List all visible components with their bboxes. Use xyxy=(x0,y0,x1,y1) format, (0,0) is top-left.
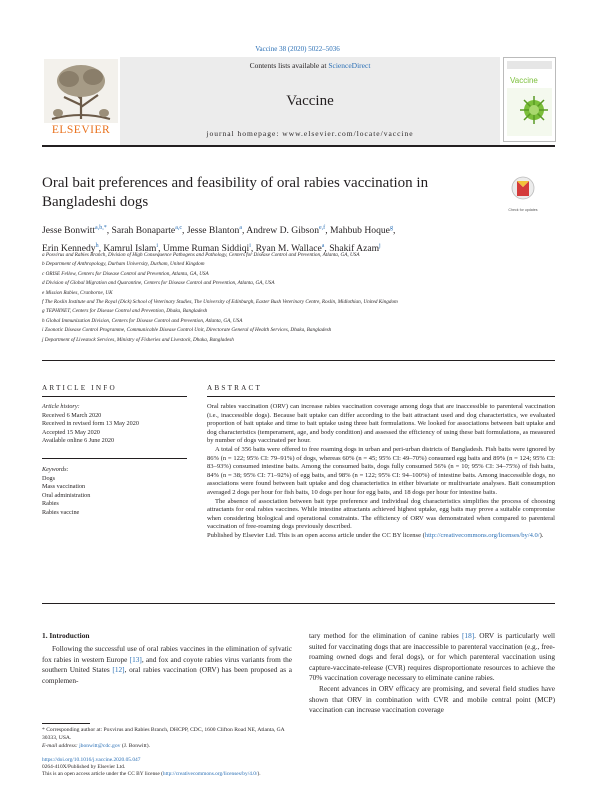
author[interactable]: Sarah Bonaparte$^{a,c}$ xyxy=(111,225,183,237)
author[interactable]: Ryan M. Wallace$^a$ xyxy=(255,242,325,254)
abstract-paragraph: The absence of association between bait type preference and individual dog characteristics simplifies the process of choosing attractants for oral rabies vaccines. While intestine attractants achieved highest uptake, egg baits may prove a suitable compromise when considering biological and operational constraints. The efficiency of ORV was demonstrated when compared to parenteral vaccination of free-roaming dogs previously described. xyxy=(207,497,555,531)
license-statement: Published by Elsevier Ltd. This is an open access article under the CC BY license (http://creativecommons.org/licenses/by/4.0/). xyxy=(207,531,544,539)
author-list: Jesse Bonwitt$^{a,b,*}$, Sarah Bonaparte$^{a,c}$, Jesse Blanton$^a$, Andrew D. Gibson$^{e,f}$, Mahbub Hoque$^g$, Erin Kennedy$^h$, Kamrul Islam$^i$, Umme Ruman Siddiqi$^i$, Ryan M. Wallace$^a$, Shakif Azam$^j$ xyxy=(42,225,396,254)
author[interactable]: Mahbub Hoque$^g$ xyxy=(329,225,393,237)
reference-link[interactable]: [13] xyxy=(129,654,142,664)
email-link[interactable]: jbonwitt@cdc.gov xyxy=(79,743,121,749)
history-entry: Available online 6 June 2020 xyxy=(42,437,115,445)
header-rule xyxy=(42,145,555,147)
article-history xyxy=(42,403,187,446)
cover-title: Vaccine xyxy=(510,76,538,85)
keyword: Dogs xyxy=(42,474,56,482)
section-heading: 1. Introduction xyxy=(42,631,90,640)
reference-link[interactable]: [18] xyxy=(461,631,475,640)
history-entry: Received in revised form 13 May 2020 xyxy=(42,420,139,428)
elsevier-tree-logo xyxy=(44,59,118,123)
open-access-link[interactable]: http://creativecommons.org/licenses/by/4.0/ xyxy=(162,771,258,778)
body-paragraph: tary method for the elimination of canine rabies [18]. ORV is particularly well suited for vaccinating dogs that are inaccessible to parenteral vaccination (e.g., free-roaming owned dogs and feral dogs), or for which parenteral vaccination using capture-vaccinate-release (CVR) requires disproportionate resources to achieve the 70% vaccination coverage necessary to eliminate canine rabies. xyxy=(309,631,556,683)
corresponding-author-footnote xyxy=(42,726,292,750)
contents-line xyxy=(120,61,500,70)
section-divider xyxy=(42,360,555,361)
abstract-heading: ABSTRACT xyxy=(207,384,263,392)
author[interactable]: Andrew D. Gibson$^{e,f}$ xyxy=(246,225,326,237)
footnote-rule xyxy=(42,723,90,724)
keywords xyxy=(42,466,187,518)
affiliation: g TEPHINET, Centers for Disease Control and Prevention, Dhaka, Bangladesh xyxy=(42,308,208,315)
affiliation: i Zoonotic Disease Control Programme, Communicable Disease Control Unit, Directorate General of Health Services, Dhaka, Bangladesh xyxy=(42,327,332,334)
history-label: Article history: xyxy=(42,403,80,410)
sciencedirect-link[interactable]: ScienceDirect xyxy=(328,61,371,70)
affiliation: b Department of Anthropology, Durham University, Durham, United Kingdom xyxy=(42,261,205,268)
author[interactable]: Jesse Blanton$^a$ xyxy=(186,225,242,237)
affiliation: h Global Immunization Division, Centers for Disease Control and Prevention, Atlanta, GA, USA xyxy=(42,317,243,324)
keywords-label: Keywords: xyxy=(42,466,69,473)
abstract-body xyxy=(207,403,555,541)
affiliation: c ORISE Fellow, Centers for Disease Control and Prevention, Atlanta, GA, USA xyxy=(42,270,209,277)
email-line: E-mail address: jbonwitt@cdc.gov (J. Bonwitt). xyxy=(42,743,150,749)
body-column-left xyxy=(42,644,292,686)
keyword: Rabies vaccine xyxy=(42,508,80,516)
journal-citation[interactable]: Vaccine 38 (2020) 5022–5036 xyxy=(255,45,340,53)
history-entry: Received 6 March 2020 xyxy=(42,411,102,419)
author[interactable]: Erin Kennedy$^h$ xyxy=(42,242,99,254)
author[interactable]: Shakif Azam$^j$ xyxy=(329,242,381,254)
affiliation: e Mission Rabies, Cranborne, UK xyxy=(42,289,113,296)
doi-link[interactable]: https://doi.org/10.1016/j.vaccine.2020.05.047 xyxy=(42,757,141,763)
check-for-updates-label: Check for updates xyxy=(508,208,538,212)
elsevier-wordmark: ELSEVIER xyxy=(51,124,111,136)
journal-cover-thumbnail xyxy=(503,57,556,142)
body-paragraph: Recent advances in ORV efficacy are promising, and several field studies have shown that ORV in combination with CVR and mobile central point (MCP) vaccination can increase vaccination coverage xyxy=(309,683,555,715)
open-access-line: This is an open access article under the CC BY license (http://creativecommons.org/licenses/by/4.0/). xyxy=(42,771,261,778)
contents-prefix: Contents lists available at xyxy=(249,61,329,70)
article-info-heading: ARTICLE INFO xyxy=(42,384,117,392)
abstract-paragraph: Oral rabies vaccination (ORV) can increase rabies vaccination coverage among dogs that are inaccessible to parenteral vaccination (i.e., inaccessible dogs). Because bait uptake can differ according to the bait attractant used and dog characteristics, we evaluated proportion of bait uptake and time to bait uptake using three bait formulations. We looked for associations between bait uptake and dog characteristics (temperament, age, and body condition) and assessed the efficiency of using these bait formulations, as measured by number of dogs vaccinated per hour. xyxy=(207,403,555,445)
reference-link[interactable]: [12] xyxy=(112,665,125,675)
keyword: Mass vaccination xyxy=(42,483,86,491)
body-paragraph: Following the successful use of oral rabies vaccines in the elimination of sylvatic fox rabies in western Europe [13], and fox and coyote rabies virus variants from the southern United States [12], oral rabies vaccination (ORV) has been proposed as a complemen- xyxy=(42,644,292,685)
keyword: Oral administration xyxy=(42,491,91,499)
affiliation: d Division of Global Migration and Quarantine, Centers for Disease Control and Prevention, Atlanta, GA, USA xyxy=(42,280,275,287)
abstract-end-rule xyxy=(42,603,555,604)
history-entry: Accepted 15 May 2020 xyxy=(42,428,100,436)
license-link[interactable]: http://creativecommons.org/licenses/by/4.0/ xyxy=(424,531,540,539)
journal-name: Vaccine xyxy=(286,93,334,109)
affiliation-list xyxy=(42,251,557,345)
check-for-updates-badge[interactable] xyxy=(508,175,538,212)
author[interactable]: Umme Ruman Siddiqi$^i$ xyxy=(162,242,251,254)
crossmark-icon xyxy=(508,175,538,203)
affiliation: j Department of Livestock Services, Ministry of Fisheries and Livestock, Dhaka, Bangladesh xyxy=(42,336,234,343)
keyword: Rabies xyxy=(42,500,59,508)
abstract-paragraph: A total of 356 baits were offered to free roaming dogs in urban and peri-urban districts of Bangladesh. Fish baits were ignored by 86% (n = 122; 95% CI: 79–91%) of dogs, whereas 60% (n = 45; 95% CI: 49–70%) consumed egg baits and 89% (n = 124; 95% CI: 83–93%) consumed intestine baits. Among the consumed baits, dogs fully consumed 56% (n = 10; 95% CI: 34–75%) of fish baits, 84% (n = 38; 95% CI: 71–92%) of egg baits, and 98% (n = 122; 95% CI: 94–100%) of intestine baits. Among inaccessible dogs, no associations were found between bait uptake and dog characteristics in either bivariate or multivariate analyses. Bait consumption averaged 2 dogs per hour for fish baits, 10 dogs per hour for egg baits, and 18 dogs per hour for intestine baits. xyxy=(207,445,555,496)
author[interactable]: Kamrul Islam$^i$ xyxy=(103,242,159,254)
article-title: Oral bait preferences and feasibility of oral rabies vaccination in Bangladeshi dogs xyxy=(42,175,429,210)
publication-info xyxy=(42,757,442,779)
affiliation: a Poxvirus and Rabies Branch, Division of High Consequence Pathogens and Pathology, Centers for Disease Control and Prevention, Atlanta, GA, USA xyxy=(42,252,360,258)
issn-line: 0264-410X/Published by Elsevier Ltd. xyxy=(42,764,126,771)
corresponding-address: * Corresponding author at: Poxvirus and Rabies Branch, DHCPP, CDC, 1600 Clifton Road NE, Atlanta, GA 30333, USA. xyxy=(42,727,285,741)
affiliation: f The Roslin Institute and The Royal (Dick) School of Veterinary Studies, The University of Edinburgh, Easter Bush Veterinary Centre, Roslin, Midlothian, United Kingdom xyxy=(42,299,398,306)
journal-homepage[interactable]: journal homepage: www.elsevier.com/locate/vaccine xyxy=(206,129,414,138)
author[interactable]: Jesse Bonwitt$^{a,b,*}$ xyxy=(42,225,107,237)
article-info-rule xyxy=(42,396,187,397)
abstract-rule xyxy=(207,396,555,397)
body-column-right xyxy=(309,631,555,716)
keywords-rule xyxy=(42,458,187,459)
